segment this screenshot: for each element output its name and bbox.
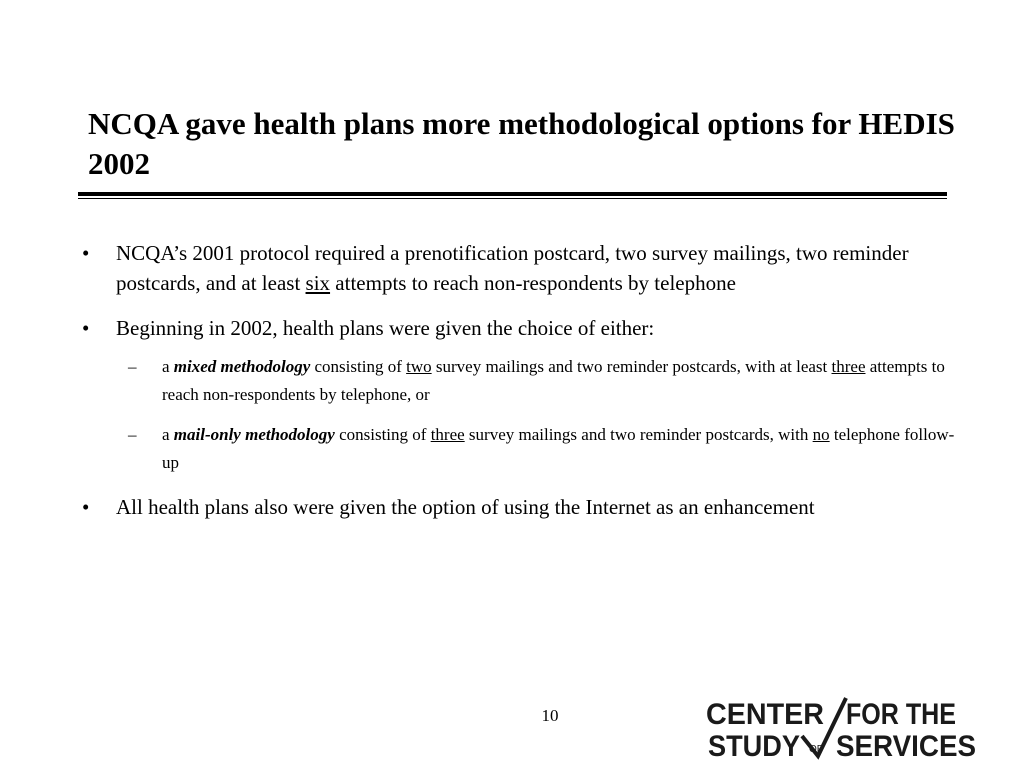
sub-text-part: survey mailings and two reminder postcards, with — [464, 425, 813, 444]
emphasis-three: three — [430, 425, 465, 444]
sub-text-part: consisting of — [334, 425, 431, 444]
bullet-text: Beginning in 2002, health plans were given the choice of either: — [116, 316, 655, 340]
sub-text-part: attempts to reach non-respondents by telephone, or — [162, 357, 945, 404]
title-divider-thick — [78, 192, 947, 196]
term-mail-only-methodology: mail-only methodology — [173, 425, 335, 444]
sub-bullet-list — [116, 353, 958, 477]
sub-marker: – — [128, 425, 137, 444]
logo-word-center: CENTER — [706, 698, 825, 731]
sub-marker: – — [128, 357, 137, 376]
sub-text-part: a — [162, 357, 174, 376]
term-mixed-methodology: mixed methodology — [173, 357, 311, 376]
emphasis-six: six — [305, 271, 331, 295]
title-divider-thin — [78, 198, 947, 199]
logo-word-study: STUDY — [708, 730, 800, 760]
logo-word-of: OF — [809, 744, 823, 755]
center-for-the-study-of-services-logo — [706, 696, 976, 760]
bullet-marker: • — [82, 241, 90, 265]
sub-item-text — [122, 421, 958, 477]
logo-word-for-the: FOR THE — [846, 698, 956, 731]
sub-text-part: telephone follow-up — [162, 425, 955, 472]
bullet-text: All health plans also were given the option of using the Internet as an enhancement — [116, 495, 815, 519]
sub-item-text — [122, 353, 958, 409]
sub-text-part: survey mailings and two reminder postcards, with at least — [431, 357, 832, 376]
bullet-marker: • — [82, 495, 90, 519]
page-number: 10 — [541, 706, 559, 725]
emphasis-no: no — [812, 425, 830, 444]
bullet-marker: • — [82, 316, 90, 340]
bullet-item-3 — [78, 492, 958, 522]
bullet-item-2 — [78, 313, 958, 477]
sub-text-part: consisting of — [310, 357, 407, 376]
emphasis-three: three — [831, 357, 866, 376]
slide-title: NCQA gave health plans more methodological options for HEDIS 2002 — [88, 106, 955, 181]
emphasis-two: two — [406, 357, 432, 376]
logo-word-services: SERVICES — [836, 730, 976, 760]
bullet-text-part: attempts to reach non-respondents by telephone — [330, 271, 736, 295]
bullet-list — [78, 238, 958, 537]
sub-item-mail-only — [78, 421, 958, 477]
sub-text-part: a — [162, 425, 174, 444]
bullet-text-part: NCQA’s 2001 protocol required a prenotification postcard, two survey mailings, two reminder postcards, and at least — [116, 241, 909, 295]
sub-item-mixed — [78, 353, 958, 409]
bullet-item-1 — [78, 238, 958, 298]
